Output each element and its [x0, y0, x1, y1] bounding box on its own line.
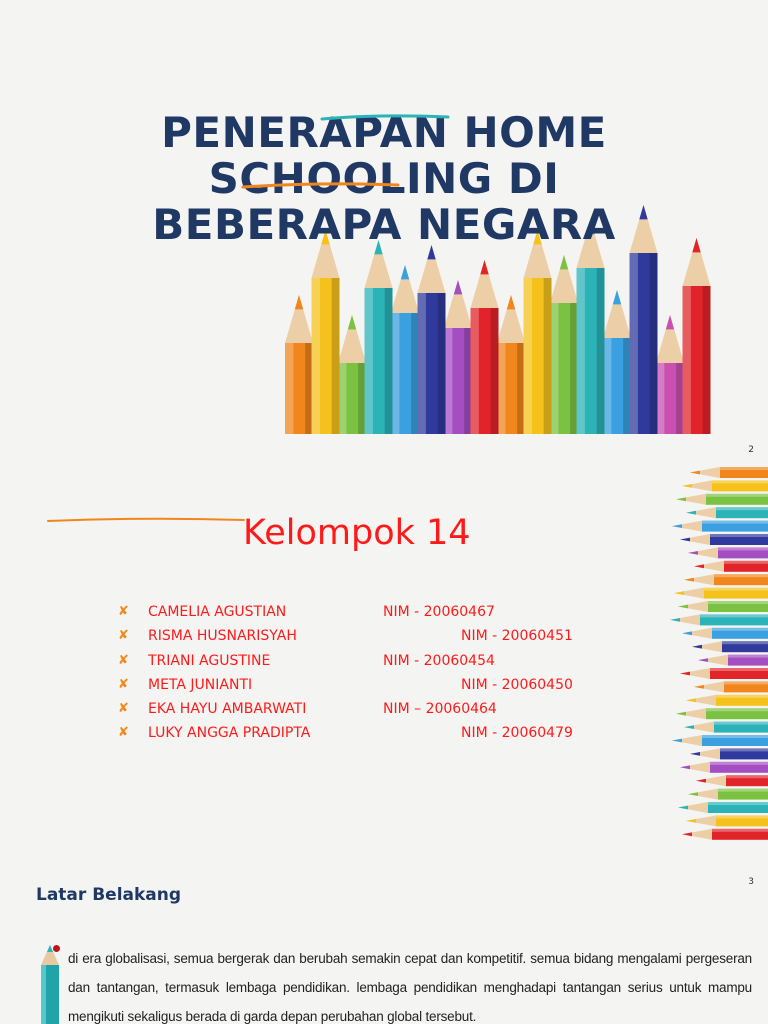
x-bullet-icon: ✘ — [118, 604, 129, 619]
member-row — [118, 604, 618, 628]
title-line-3: BEBERAPA NEGARA — [152, 200, 616, 249]
member-nim: NIM - 20060451 — [461, 628, 573, 645]
slide-number: 2 — [748, 445, 754, 455]
pencil-icon — [38, 943, 62, 1024]
slide-number: 3 — [748, 877, 754, 887]
member-nim: NIM - 20060479 — [461, 725, 573, 742]
member-row — [118, 701, 618, 725]
side-pencils-illustration — [668, 461, 768, 851]
x-bullet-icon: ✘ — [118, 701, 129, 717]
member-name: CAMELIA AGUSTIAN — [148, 604, 287, 620]
x-bullet-icon: ✘ — [118, 725, 129, 741]
bullet-dot — [53, 945, 60, 952]
member-nim: NIM - 20060467 — [383, 604, 495, 620]
title-accent-strokes — [0, 0, 768, 203]
member-name: TRIANI AGUSTINE — [148, 652, 271, 669]
background-paragraph: di era globalisasi, semua bergerak dan berubah semakin cepat dan kompetitif. semua bidang mengalami pergeseran dan tantangan, termasuk lembaga pendidikan. lembaga pendidikan menghadapi tantangan serius untuk mampu mengikuti sekaligus berada di garda depan perubahan global tersebut. — [68, 951, 752, 1024]
slide-background — [0, 871, 768, 1024]
section-title: Latar Belakang — [36, 885, 182, 905]
member-nim: NIM - 20060450 — [461, 676, 573, 693]
member-name: EKA HAYU AMBARWATI — [148, 701, 307, 718]
member-nim: NIM – 20060464 — [383, 701, 497, 718]
member-name: RISMA HUSNARISYAH — [148, 628, 297, 645]
member-row — [118, 628, 618, 652]
x-bullet-icon: ✘ — [118, 676, 129, 692]
x-bullet-icon: ✘ — [118, 652, 129, 668]
member-row — [118, 677, 618, 701]
group-title: Kelompok 14 — [243, 513, 471, 553]
slide-group-members — [0, 441, 768, 866]
member-row — [118, 725, 618, 749]
title-line-1: PENERAPAN HOME — [161, 108, 607, 157]
slide-title — [0, 0, 768, 434]
title-accent-line — [46, 515, 246, 527]
member-row — [118, 653, 618, 677]
member-list — [118, 604, 618, 750]
x-bullet-icon: ✘ — [118, 628, 129, 644]
member-name: META JUNIANTI — [148, 676, 253, 693]
member-nim: NIM - 20060454 — [383, 652, 495, 669]
title-line-2: SCHOOLING DI — [208, 154, 560, 203]
member-name: LUKY ANGGA PRADIPTA — [148, 725, 311, 742]
